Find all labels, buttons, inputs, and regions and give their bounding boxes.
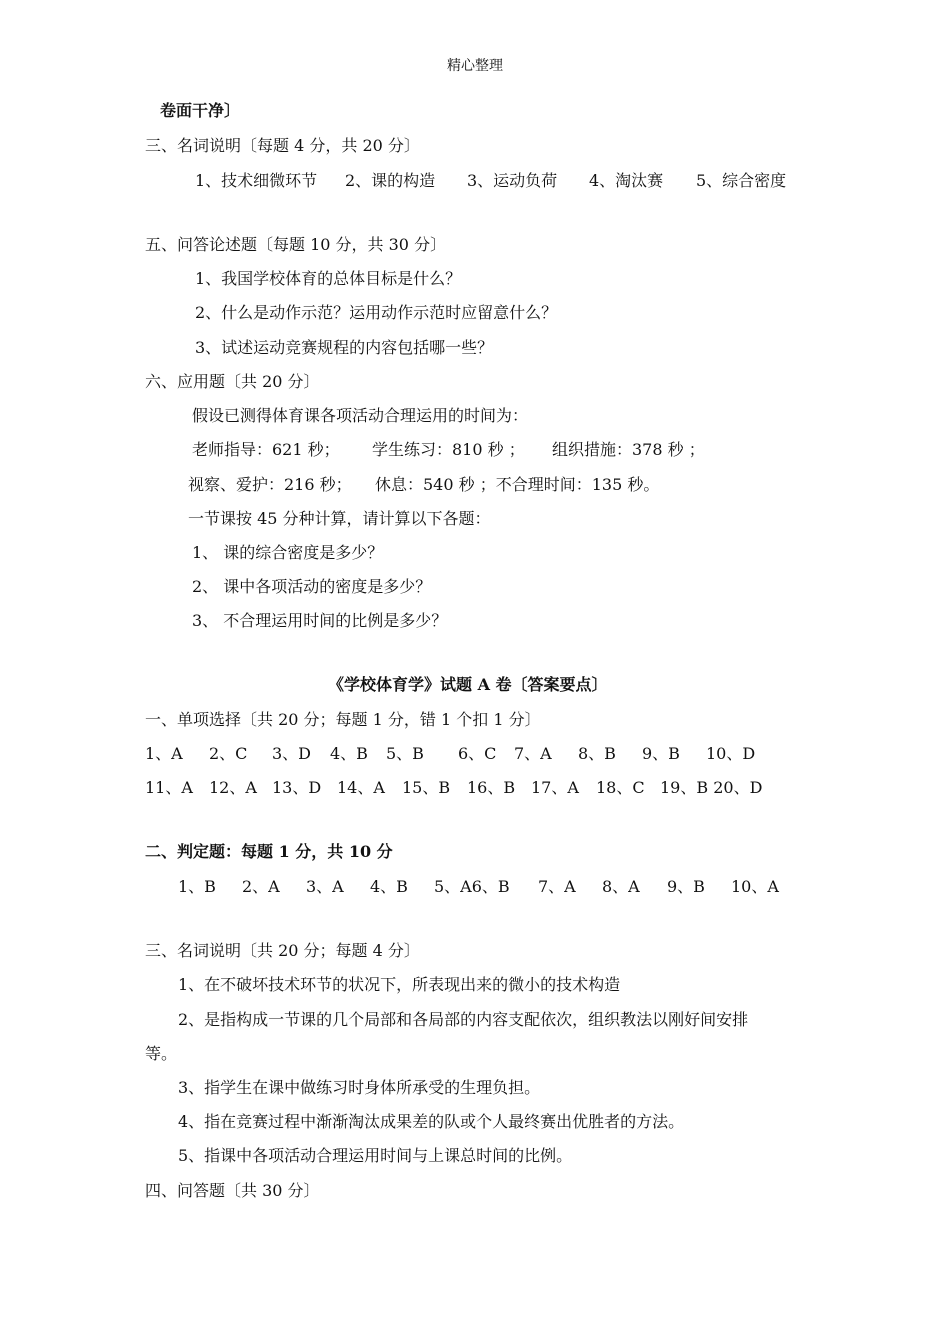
sub-question: 2、 课中各项活动的密度是多少？ <box>192 577 432 596</box>
answer-item: 16、B <box>467 778 516 797</box>
time-practice: 学生练习：810 秒 ； <box>372 440 525 459</box>
answer-item: 8、A <box>602 877 640 896</box>
answer-item: 3、A <box>306 877 344 896</box>
term-3: 3、运动负荷 <box>467 171 558 190</box>
definition-item-wrap: 等。 <box>145 1044 178 1063</box>
time-rest: 休息：540 秒 ；不合理时间：135 秒。 <box>375 475 660 494</box>
answer-title: 《学校体育学》试题 A 卷〔答案要点〕 <box>328 675 608 694</box>
answer-sec2-title: 二、判定题：每题 1 分，共 10 分 <box>145 842 393 861</box>
answer-item: 4、B <box>370 877 408 896</box>
question-item: 3、试述运动竞赛规程的内容包括哪一些？ <box>195 338 494 357</box>
answer-item: 1、A <box>145 744 183 763</box>
term-1: 1、技术细微环节 <box>195 171 318 190</box>
calc-instruction: 一节课按 45 分种计算，请计算以下各题： <box>188 509 491 528</box>
section-3-title: 三、名词说明〔每题 4 分，共 20 分〕 <box>145 136 420 155</box>
answer-sec1-title: 一、单项选择〔共 20 分；每题 1 分，错 1 个扣 1 分〕 <box>145 710 541 729</box>
answer-item: 7、A <box>538 877 576 896</box>
term-2: 2、课的构造 <box>345 171 436 190</box>
answer-item: 9、B <box>667 877 705 896</box>
question-item: 1、我国学校体育的总体目标是什么？ <box>195 269 462 288</box>
answer-sec4-title: 四、问答题〔共 30 分〕 <box>145 1181 320 1200</box>
answer-item: 12、A <box>209 778 257 797</box>
answer-item: 10、D <box>706 744 756 763</box>
answer-item: 10、A <box>731 877 779 896</box>
answer-item: 13、D <box>272 778 322 797</box>
answer-item: 19、B 20、D <box>660 778 763 797</box>
time-observe: 视察、爱护：216 秒； <box>188 475 352 494</box>
term-5: 5、综合密度 <box>696 171 787 190</box>
term-4: 4、淘汰赛 <box>589 171 664 190</box>
sub-question: 1、 课的综合密度是多少？ <box>192 543 384 562</box>
page-header: 精心整理 <box>447 58 503 74</box>
answer-item: 2、C <box>209 744 248 763</box>
problem-intro: 假设已测得体育课各项活动合理运用的时间为： <box>192 406 529 425</box>
answer-item: 4、B <box>330 744 368 763</box>
section-5-title: 五、问答论述题〔每题 10 分，共 30 分〕 <box>145 235 447 254</box>
definition-item: 2、是指构成一节课的几个局部和各局部的内容支配依次，组织教法以刚好间安排 <box>178 1010 749 1029</box>
answer-item: 9、B <box>642 744 680 763</box>
answer-item: 18、C <box>596 778 645 797</box>
answer-item: 5、A6、B <box>434 877 510 896</box>
continued-text: 卷面干净〕 <box>160 101 241 120</box>
definition-item: 5、指课中各项活动合理运用时间与上课总时间的比例。 <box>178 1146 573 1165</box>
answer-item: 15、B <box>402 778 451 797</box>
answer-sec3-title: 三、名词说明〔共 20 分；每题 4 分〕 <box>145 941 420 960</box>
answer-item: 17、A <box>531 778 579 797</box>
time-teacher: 老师指导：621 秒； <box>192 440 340 459</box>
section-6-title: 六、应用题〔共 20 分〕 <box>145 372 320 391</box>
answer-item: 7、A <box>514 744 552 763</box>
time-organize: 组织措施：378 秒 ； <box>552 440 705 459</box>
sub-question: 3、 不合理运用时间的比例是多少？ <box>192 611 448 630</box>
answer-item: 11、A <box>145 778 193 797</box>
answer-item: 14、A <box>337 778 385 797</box>
definition-item: 1、在不破坏技术环节的状况下，所表现出来的微小的技术构造 <box>178 975 621 994</box>
answer-item: 8、B <box>578 744 616 763</box>
definition-item: 3、指学生在课中做练习时身体所承受的生理负担。 <box>178 1078 541 1097</box>
answer-item: 2、A <box>242 877 280 896</box>
definition-item: 4、指在竞赛过程中渐渐淘汰成果差的队或个人最终赛出优胜者的方法。 <box>178 1112 685 1131</box>
question-item: 2、什么是动作示范？运用动作示范时应留意什么？ <box>195 303 558 322</box>
answer-item: 5、B <box>386 744 424 763</box>
answer-item: 1、B <box>178 877 216 896</box>
answer-item: 6、C <box>458 744 497 763</box>
answer-item: 3、D <box>272 744 312 763</box>
